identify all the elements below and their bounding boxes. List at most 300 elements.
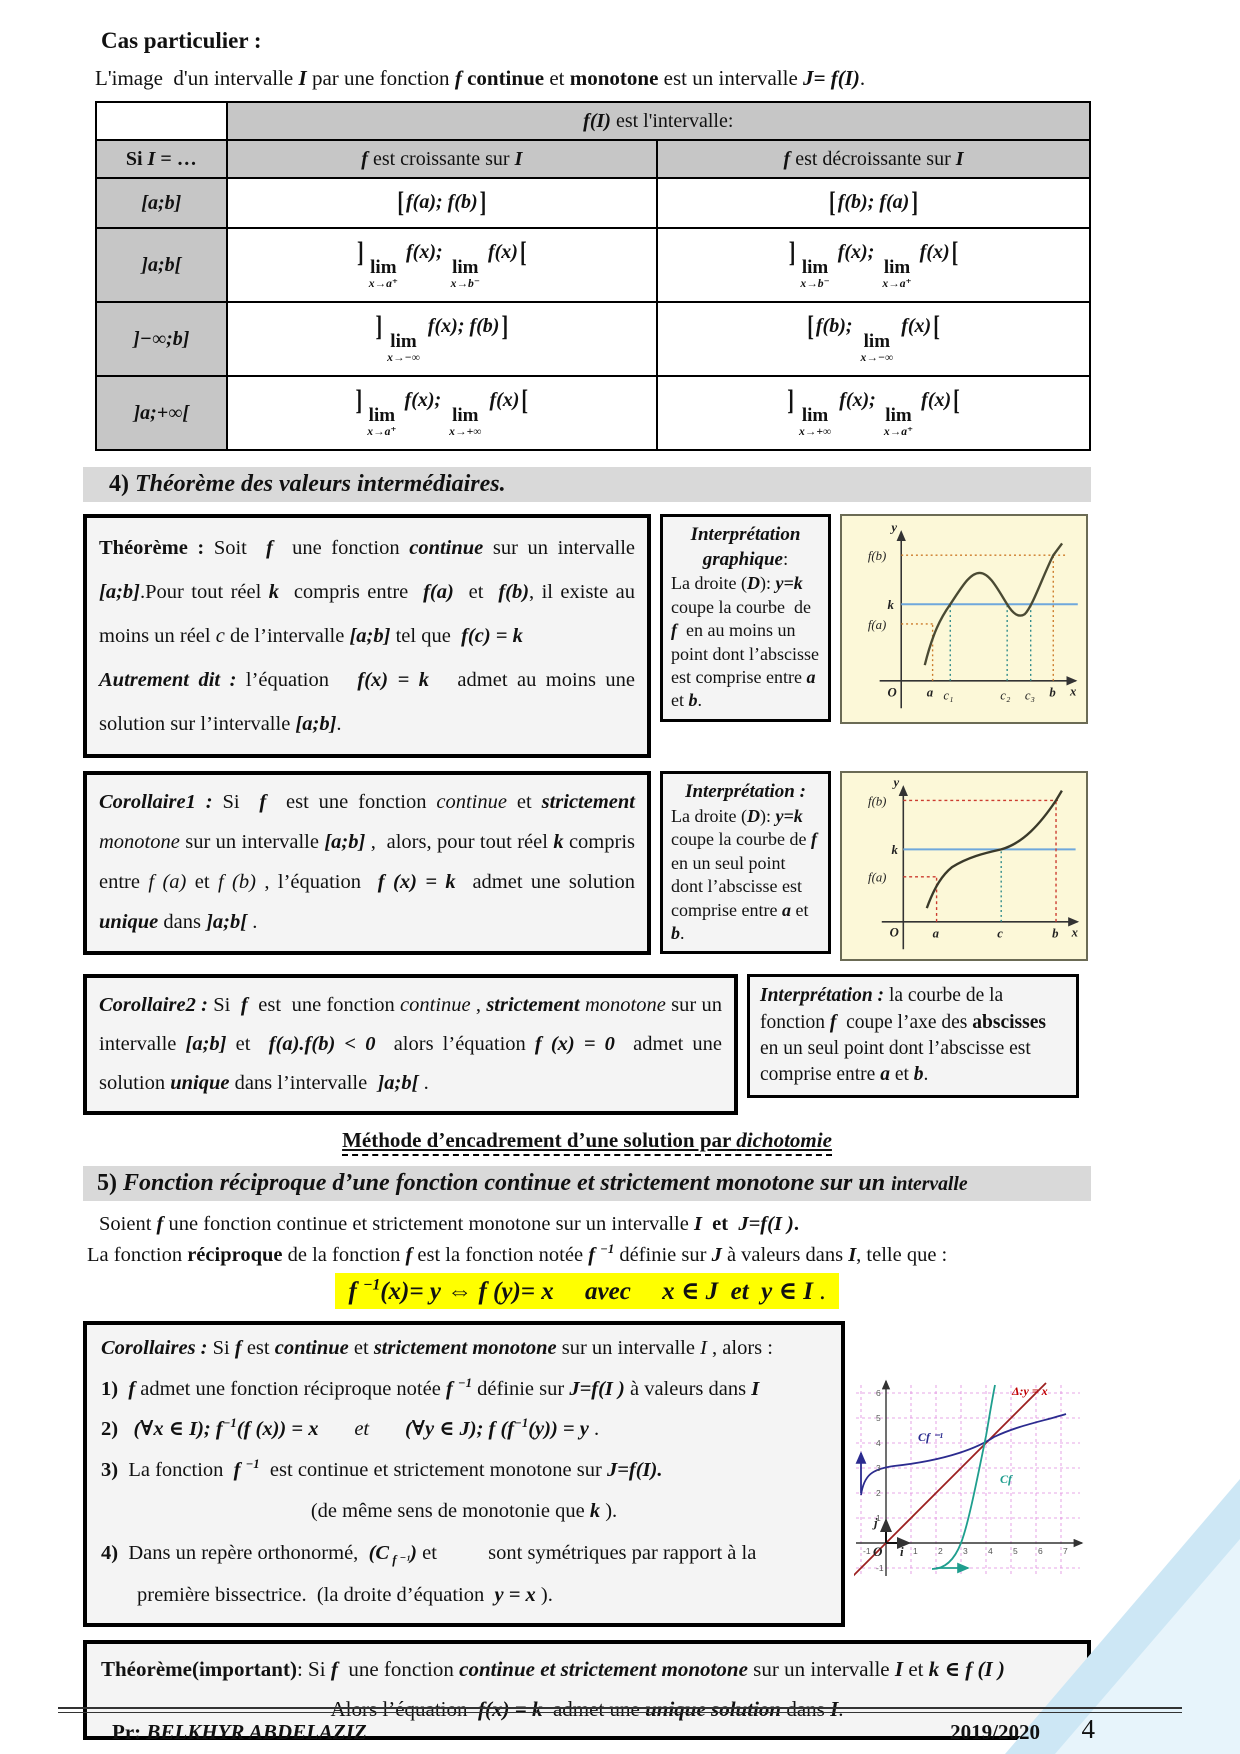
- text-segment: une fonction continue et strictement monotone sur un intervalle: [163, 1213, 694, 1236]
- text-segment: [: [951, 236, 959, 269]
- text-segment: et: [889, 1064, 914, 1086]
- text-segment: I: [830, 1697, 839, 1722]
- text-segment: lim x→−∞: [860, 330, 894, 364]
- text-segment: f(I): [583, 109, 611, 132]
- text-segment: lim x→a⁺: [882, 256, 912, 290]
- text-segment: lim x→b⁻: [450, 256, 480, 290]
- text-segment: .: [793, 1213, 799, 1236]
- text-segment: est la fonction notée: [412, 1243, 589, 1266]
- text-segment: continue: [467, 66, 545, 90]
- text-segment: f(x) = k: [478, 1697, 543, 1722]
- text-segment: est une fonction: [247, 994, 401, 1017]
- intro-paragraph: [95, 66, 1091, 91]
- text-segment: et: [544, 66, 570, 90]
- text-segment: abscisses: [972, 1011, 1046, 1033]
- text-segment: Si: [213, 994, 241, 1017]
- text-segment: .: [336, 713, 342, 736]
- text-segment: Dans un repère orthonormé,: [118, 1541, 369, 1564]
- text-segment: f(a): [423, 581, 454, 604]
- x-tick-label: 4: [988, 1545, 993, 1556]
- text-segment: compris entre: [278, 581, 424, 604]
- text-segment: dans: [158, 911, 207, 934]
- text-segment: :: [782, 548, 789, 570]
- text-segment: , l’équation: [255, 871, 378, 894]
- c3-label: c₃: [1024, 688, 1035, 703]
- text-segment: 3): [101, 1459, 119, 1482]
- dichotomie-line-wrap: [83, 1128, 1091, 1156]
- text-segment: f: [454, 66, 462, 90]
- text-segment: et: [671, 666, 820, 711]
- text-segment: f: [234, 1336, 242, 1359]
- text-segment: et: [701, 1213, 739, 1236]
- text-segment: [a;b]: [99, 581, 140, 604]
- text-segment: première bissectrice. (la droite d’équation: [137, 1583, 495, 1606]
- table-caption: [227, 102, 1090, 140]
- text-segment: , il existe au moins un réel: [99, 581, 641, 648]
- text-segment: l’équation: [236, 669, 358, 692]
- text-segment: Si: [125, 147, 148, 170]
- text-segment: ]: [787, 384, 794, 417]
- x-tick-label: 7: [1063, 1545, 1068, 1556]
- theoreme-box: [83, 514, 651, 758]
- c-label: c: [997, 926, 1003, 941]
- corollaires-item4: [101, 1538, 827, 1571]
- b-label: b: [1052, 926, 1059, 941]
- text-segment: [: [807, 310, 814, 343]
- text-segment: a: [880, 1064, 890, 1086]
- interpretation-title: [671, 523, 820, 572]
- text-segment: b: [688, 690, 698, 711]
- text-segment: f(x) = k: [357, 669, 430, 692]
- text-segment: et: [226, 1033, 269, 1056]
- text-segment: 2019/2020: [950, 1720, 1040, 1744]
- text-segment: une fonction: [337, 1657, 460, 1682]
- dichotomie-heading: [342, 1128, 832, 1156]
- text-segment: de la fonction: [282, 1243, 406, 1266]
- tvi-graph: [840, 514, 1088, 724]
- interval-cell: [96, 178, 227, 228]
- text-segment: lim x→a⁺: [883, 404, 914, 438]
- text-segment: Corollaire2 :: [99, 994, 214, 1017]
- text-segment: , telle que :: [856, 1243, 948, 1266]
- text-segment: ):: [759, 573, 776, 594]
- text-segment: La fonction: [118, 1459, 234, 1482]
- section5-paragraph2: [87, 1242, 1091, 1267]
- corollaires-item1: [101, 1374, 827, 1406]
- text-segment: et: [318, 1418, 405, 1441]
- x-tick-label: 2: [938, 1545, 943, 1556]
- text-segment: ]: [479, 186, 487, 219]
- text-segment: .: [588, 1418, 600, 1441]
- function-curve: [932, 1385, 995, 1569]
- text-segment: D: [746, 806, 760, 826]
- text-segment: dichotomie: [736, 1128, 832, 1153]
- text-segment: La fonction: [87, 1243, 188, 1266]
- text-segment: coupe la courbe de: [671, 573, 816, 617]
- text-segment: strictement: [486, 994, 580, 1017]
- col-header-croissante: [227, 140, 658, 178]
- text-segment: f(a); f(b): [406, 191, 478, 213]
- text-segment: D: [746, 573, 760, 594]
- text-segment: k ∈ f (I ): [928, 1657, 1005, 1682]
- text-segment: , alors :: [706, 1336, 773, 1359]
- text-segment: a: [781, 899, 791, 920]
- text-segment: k: [268, 581, 279, 604]
- text-segment: continue: [436, 791, 507, 814]
- theoreme-important-line1: [101, 1650, 1073, 1690]
- b-label: b: [1049, 685, 1056, 700]
- fb-label: f(b): [867, 549, 887, 564]
- y-label: y: [891, 520, 898, 535]
- text-segment: f(b): [498, 581, 530, 604]
- text-segment: b: [671, 922, 680, 943]
- text-segment: ,: [470, 994, 487, 1017]
- interval-cell: [96, 376, 227, 450]
- j-label: j: [874, 1514, 878, 1530]
- text-segment: .: [859, 66, 866, 90]
- text-segment: alors l’équation: [375, 1033, 535, 1056]
- text-segment: en un seul point dont l’abscisse est comprise entre: [760, 1011, 1051, 1086]
- text-segment: .: [247, 911, 258, 934]
- text-segment: admet une fonction réciproque notée: [135, 1377, 446, 1400]
- interpretation2-title: [671, 780, 820, 805]
- text-segment: et strictement monotone: [534, 1657, 748, 1682]
- text-segment: f: [233, 1459, 246, 1482]
- text-segment: coupe la courbe de: [671, 806, 811, 850]
- origin-label: O: [873, 1543, 883, 1559]
- text-segment: k: [553, 831, 564, 854]
- text-segment: Soient: [99, 1213, 157, 1236]
- text-segment: −1: [514, 1416, 529, 1431]
- text-segment: I: [514, 147, 523, 170]
- k-label: k: [887, 598, 894, 613]
- text-segment: et: [506, 791, 542, 814]
- text-segment: f: [361, 147, 368, 170]
- text-segment: f(x);: [832, 240, 880, 263]
- text-segment: unique: [170, 1072, 230, 1095]
- text-segment: une fonction: [272, 537, 410, 559]
- text-segment: admet une solution: [455, 871, 641, 894]
- text-segment: sur un intervalle: [179, 831, 325, 854]
- text-segment: est continue et strictement monotone sur: [259, 1459, 607, 1482]
- text-segment: 4): [109, 471, 135, 497]
- origin-label: O: [889, 925, 899, 940]
- text-segment: (important): [191, 1657, 297, 1682]
- x-tick-label: 5: [1013, 1545, 1018, 1556]
- table-row: [96, 228, 1090, 302]
- corollaires-item2: [101, 1414, 827, 1446]
- text-segment: continue: [409, 537, 484, 559]
- text-segment: = …: [155, 147, 197, 170]
- text-segment: I: [693, 1213, 702, 1236]
- corollaires-item3: [101, 1455, 827, 1487]
- text-segment: La droite (: [671, 573, 747, 594]
- text-segment: f: [810, 829, 817, 850]
- text-segment: f(x);: [834, 388, 881, 411]
- text-segment: Alors l’équation: [330, 1697, 479, 1722]
- text-segment: f(x);: [399, 388, 447, 411]
- text-segment: y=k: [775, 806, 803, 826]
- text-segment: [: [953, 384, 960, 417]
- text-segment: continue: [400, 994, 471, 1017]
- text-segment: unique: [99, 911, 159, 934]
- text-segment: sur un intervalle: [556, 1336, 701, 1359]
- interval-cell: [96, 302, 227, 376]
- text-segment: lim x→+∞: [449, 404, 482, 438]
- text-segment: ).: [535, 1583, 553, 1606]
- text-segment: est une fonction: [266, 791, 437, 814]
- text-segment: [118, 1418, 133, 1440]
- text-segment: sur un intervalle: [483, 537, 641, 559]
- table-header-row: [96, 140, 1090, 178]
- text-segment: Interprétation :: [685, 781, 806, 803]
- text-segment: c: [215, 625, 225, 648]
- text-segment: unique solution: [645, 1697, 782, 1722]
- text-segment: f: [156, 1213, 164, 1236]
- monotone-graph: [840, 771, 1088, 961]
- origin-label: O: [887, 685, 897, 700]
- text-segment: est un intervalle: [658, 66, 804, 90]
- interpretation2-body: [671, 805, 820, 945]
- text-segment: BELKHYR ABDELAZIZ: [146, 1720, 367, 1744]
- text-segment: ]a;+∞[: [133, 401, 190, 424]
- text-segment: dans: [781, 1697, 831, 1722]
- a-label: a: [932, 926, 940, 941]
- text-segment: −1: [245, 1457, 260, 1472]
- text-segment: f: [824, 1011, 837, 1033]
- text-segment: 2): [101, 1418, 119, 1441]
- croissante-cell: [227, 228, 658, 302]
- interpretation3-box: [747, 974, 1079, 1097]
- text-segment: f: [671, 620, 677, 641]
- text-segment: [a;b]: [141, 191, 182, 214]
- decroissante-cell: [657, 228, 1090, 302]
- text-segment: [118, 1378, 128, 1400]
- text-segment: Théorème des valeurs intermédiaires.: [135, 471, 506, 497]
- footer-year: [950, 1720, 1040, 1745]
- bisector-label: Δ:y = x: [1012, 1383, 1048, 1398]
- text-segment: strictement: [541, 791, 635, 814]
- decroissante-cell: [657, 376, 1090, 450]
- text-segment: lim x→a⁺: [368, 256, 398, 290]
- curve-label: Cf: [1000, 1471, 1012, 1486]
- section5-paragraph1: [99, 1213, 1091, 1236]
- text-segment: continue: [459, 1657, 535, 1682]
- text-segment: f(x): [484, 388, 520, 411]
- text-segment: définie sur: [614, 1243, 712, 1266]
- text-segment: est l'intervalle:: [610, 109, 734, 132]
- text-segment: ]: [357, 236, 364, 269]
- text-segment: compris entre: [99, 831, 641, 894]
- text-segment: f: [445, 1377, 458, 1400]
- text-segment: en un seul point dont l’abscisse est comprise entre: [671, 829, 822, 920]
- text-segment: (f (x)) = x: [236, 1418, 319, 1441]
- text-segment: avec: [553, 1277, 663, 1305]
- footer-author: [112, 1720, 367, 1745]
- text-segment: .: [680, 922, 685, 943]
- corollaire2-box: [83, 974, 738, 1115]
- text-segment: en au moins un point dont l’abscisse est comprise entre: [671, 620, 824, 687]
- text-segment: f (x) = 0: [534, 1033, 615, 1056]
- text-segment: 1): [101, 1377, 119, 1400]
- inverse-curve-label: Cf ⁻¹: [918, 1429, 943, 1444]
- tvi-row: [83, 514, 1091, 758]
- text-segment: (y)) = y: [528, 1418, 589, 1441]
- text-segment: .: [697, 690, 702, 711]
- text-segment: f: [783, 147, 791, 170]
- text-segment: f(b);: [815, 314, 858, 337]
- text-segment: [: [521, 384, 529, 417]
- text-segment: La droite (: [671, 806, 747, 826]
- text-segment: f(a).f(b) < 0: [268, 1033, 376, 1056]
- text-segment: Autrement dit :: [99, 669, 237, 692]
- col-header-decroissante: [657, 140, 1090, 178]
- corollaires-item4b: [137, 1580, 827, 1612]
- text-segment: f(c) = k: [461, 625, 523, 648]
- text-segment: ]a;b[: [206, 911, 248, 934]
- text-segment: −1: [363, 1276, 381, 1294]
- text-segment: J=f(I ): [569, 1377, 625, 1400]
- corollaires-row: [83, 1321, 1091, 1627]
- text-segment: f ⁻¹: [389, 1552, 411, 1567]
- text-segment: f (b): [217, 871, 256, 894]
- corollaire1-box: [83, 771, 651, 955]
- x-label: x: [1071, 925, 1079, 940]
- decroissante-cell: [657, 302, 1090, 376]
- text-segment: f(x): [914, 240, 950, 263]
- text-segment: −1: [457, 1375, 472, 1390]
- x-tick-label: 3: [963, 1545, 968, 1556]
- text-segment: f: [240, 994, 248, 1017]
- text-segment: (∀y ∈ J); f (f: [405, 1418, 515, 1441]
- text-segment: lim x→−∞: [387, 330, 420, 364]
- text-segment: et: [453, 581, 499, 604]
- text-segment: [a;b]: [324, 831, 366, 854]
- text-segment: ]a;b[: [141, 253, 182, 276]
- c1-label: c₁: [943, 688, 954, 703]
- text-segment: .: [812, 1277, 826, 1305]
- corollaire1-row: [83, 771, 1091, 961]
- text-segment: f(x): [482, 240, 518, 263]
- text-segment: .: [418, 1072, 429, 1095]
- text-segment: à valeurs dans: [624, 1377, 752, 1400]
- interval-cell: [96, 228, 227, 302]
- x-tick-label: 6: [1038, 1545, 1043, 1556]
- text-segment: et: [903, 1657, 929, 1682]
- text-segment: I: [147, 147, 156, 170]
- text-segment: J=f(I).: [606, 1459, 663, 1482]
- x-tick-label: -1: [863, 1545, 871, 1556]
- x-tick-label: 1: [913, 1545, 918, 1556]
- footer-rule: [58, 1707, 1182, 1713]
- text-segment: ]a;b[: [377, 1072, 419, 1095]
- y-label: y: [893, 776, 900, 791]
- text-segment: J=f(I ): [738, 1213, 794, 1236]
- text-segment: ]−∞;b]: [133, 327, 190, 350]
- corollaire2-row: [83, 974, 1091, 1115]
- table-caption-row: [96, 102, 1090, 140]
- text-segment: Théorème: [101, 1657, 192, 1682]
- text-segment: (de même sens de monotonie que: [310, 1500, 590, 1523]
- text-segment: ]: [501, 310, 509, 343]
- text-segment: b: [913, 1064, 924, 1086]
- text-segment: (∀x ∈ I); f: [133, 1418, 223, 1441]
- text-segment: ):: [759, 806, 776, 826]
- text-segment: I: [894, 1657, 904, 1682]
- corollaires-item3b: [101, 1496, 827, 1528]
- y-tick-label: 1: [876, 1512, 881, 1523]
- text-segment: y=k: [775, 573, 803, 594]
- text-segment: admet une: [542, 1697, 646, 1722]
- reciproque-formula-wrap: [83, 1273, 1091, 1309]
- text-segment: monotone: [569, 66, 659, 90]
- text-segment: f(x); f(b): [422, 314, 500, 337]
- text-segment: Méthode d’encadrement d’une solution par: [342, 1128, 737, 1153]
- text-segment: Corollaires :: [101, 1336, 213, 1359]
- text-segment: et: [790, 899, 813, 920]
- fb-label: f(b): [868, 794, 887, 809]
- text-segment: y = x: [494, 1583, 536, 1606]
- text-segment: Fonction réciproque d’une fonction continue et strictement monotone sur un: [123, 1170, 892, 1197]
- text-segment: ): [410, 1541, 417, 1564]
- text-segment: ]: [911, 186, 919, 219]
- text-segment: f: [405, 1243, 413, 1266]
- y-tick-label: 3: [876, 1462, 881, 1473]
- y-tick-label: 5: [876, 1412, 881, 1423]
- text-segment: de l’intervalle: [224, 625, 350, 648]
- a-label: a: [926, 685, 934, 700]
- text-segment: .: [923, 1064, 929, 1086]
- table-empty-cell: [96, 102, 227, 140]
- text-segment: [: [933, 310, 940, 343]
- text-segment: ]: [355, 384, 363, 417]
- text-segment: .: [838, 1697, 844, 1722]
- corollaires-head: [101, 1333, 827, 1365]
- interpretation-body: [671, 572, 824, 712]
- text-segment: tel que: [390, 625, 462, 648]
- text-segment: L'image d'un intervalle: [95, 66, 299, 90]
- text-segment: f: [259, 791, 267, 814]
- text-segment: I: [848, 1243, 857, 1266]
- section4-heading: [83, 467, 1091, 502]
- text-segment: sur un intervalle: [99, 994, 728, 1056]
- text-segment: .Pour tout réel: [139, 581, 269, 604]
- text-segment: f(x): [896, 314, 932, 337]
- text-segment: et: [348, 1336, 374, 1359]
- text-segment: f: [266, 537, 273, 559]
- text-segment: sur un intervalle: [747, 1657, 895, 1682]
- k-label: k: [891, 843, 898, 858]
- text-segment: définie sur: [471, 1377, 570, 1400]
- text-segment: admet au moins une solution sur l’intervalle: [99, 669, 641, 736]
- text-segment: f: [588, 1243, 601, 1266]
- text-segment: monotone: [579, 994, 666, 1017]
- corollaires-box: [83, 1321, 845, 1627]
- text-segment: strictement monotone: [373, 1336, 557, 1359]
- text-segment: I: [751, 1377, 760, 1400]
- croissante-cell: [227, 178, 658, 228]
- y-tick-label: 2: [876, 1487, 881, 1498]
- text-segment: Si: [222, 791, 260, 814]
- text-segment: est: [241, 1336, 275, 1359]
- text-segment: −1: [600, 1242, 615, 1257]
- text-segment: Interprétation :: [760, 985, 889, 1007]
- x-label: x: [1069, 684, 1077, 699]
- text-segment: f(x);: [401, 240, 448, 263]
- page-content: [83, 28, 1091, 1740]
- text-segment: Soit: [213, 537, 267, 559]
- text-segment: f (x) = k: [377, 871, 456, 894]
